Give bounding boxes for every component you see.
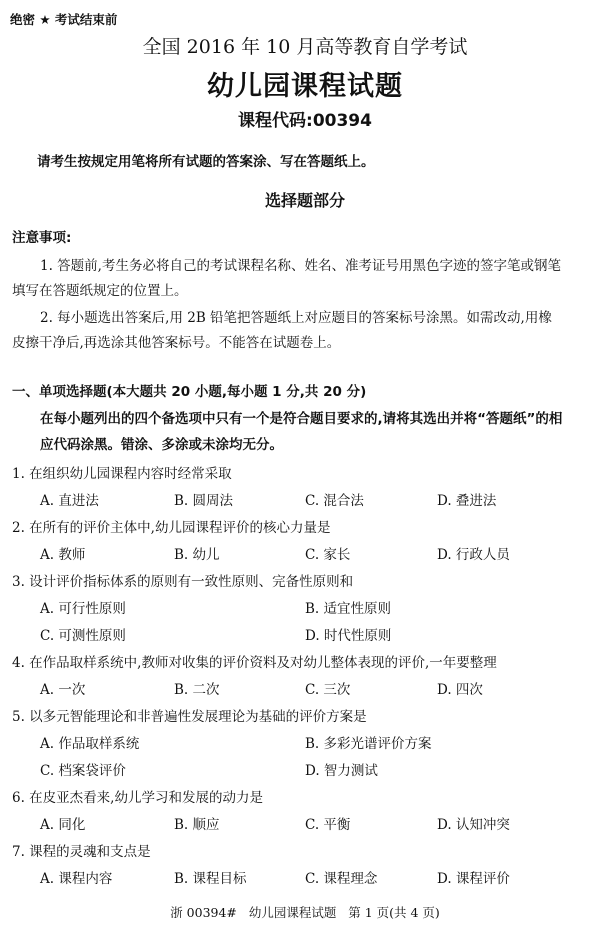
question-5-option-b: B. 多彩光谱评价方案 [305,736,432,752]
part-title: 选择题部分 [264,191,345,210]
note-2-line-2: 皮擦干净后,再选涂其他答案标号。不能答在试题卷上。 [12,335,341,351]
question-3-option-a: A. 可行性原则 [40,601,126,617]
question-4-option-c: C. 三次 [305,682,351,698]
question-6-option-b: B. 顺应 [174,817,220,833]
question-4-stem: 4. 在作品取样系统中,教师对收集的评价资料及对幼儿整体表现的评价,一年要整理 [12,655,497,671]
question-2-stem: 2. 在所有的评价主体中,幼儿园课程评价的核心力量是 [12,520,331,536]
question-6-option-c: C. 平衡 [305,817,351,833]
question-7-stem: 7. 课程的灵魂和支点是 [12,844,151,860]
answer-instruction: 请考生按规定用笔将所有试题的答案涂、写在答题纸上。 [37,154,375,170]
question-2-option-d: D. 行政人员 [437,547,510,563]
section-title: 一、单项选择题(本大题共 20 小题,每小题 1 分,共 20 分) [12,384,367,400]
question-3-option-c: C. 可测性原则 [40,628,126,644]
question-2-option-b: B. 幼儿 [174,547,220,563]
question-3-option-d: D. 时代性原则 [305,628,392,644]
question-5-stem: 5. 以多元智能理论和非普遍性发展理论为基础的评价方案是 [12,709,367,725]
question-7-option-b: B. 课程目标 [174,871,247,887]
paper-title: 幼儿园课程试题 [207,71,403,102]
notes-title: 注意事项: [12,230,72,246]
question-1-option-d: D. 叠进法 [437,493,497,509]
question-7-option-a: A. 课程内容 [40,871,113,887]
question-1-stem: 1. 在组织幼儿园课程内容时经常采取 [12,466,232,482]
question-3-option-b: B. 适宜性原则 [305,601,392,617]
question-4-option-d: D. 四次 [437,682,483,698]
question-5-option-a: A. 作品取样系统 [40,736,140,752]
course-code: 课程代码:00394 [238,111,372,131]
question-7-option-d: D. 课程评价 [437,871,510,887]
question-6-stem: 6. 在皮亚杰看来,幼儿学习和发展的动力是 [12,790,263,806]
question-7-option-c: C. 课程理念 [305,871,378,887]
question-5-option-c: C. 档案袋评价 [40,763,126,779]
question-2-option-c: C. 家长 [305,547,351,563]
question-2-option-a: A. 教师 [40,547,86,563]
question-4-option-b: B. 二次 [174,682,220,698]
question-1-option-b: B. 圆周法 [174,493,234,509]
question-4-option-a: A. 一次 [40,682,86,698]
question-6-option-d: D. 认知冲突 [437,817,510,833]
confidential-label: 绝密 ★ 考试结束前 [10,12,118,27]
question-5-option-d: D. 智力测试 [305,763,378,779]
question-1-option-a: A. 直进法 [40,493,99,509]
exam-title: 全国 2016 年 10 月高等教育自学考试 [142,36,468,58]
question-6-option-a: A. 同化 [40,817,86,833]
note-1-line-1: 1. 答题前,考生务必将自己的考试课程名称、姓名、准考证号用黑色字迹的签字笔或钢笔 [40,258,561,274]
note-2-line-1: 2. 每小题选出答案后,用 2B 铅笔把答题纸上对应题目的答案标号涂黑。如需改动,用橡 [40,310,552,326]
page-footer: 浙 00394# 幼儿园课程试题 第 1 页(共 4 页) [170,905,440,920]
section-desc-line-1: 在每小题列出的四个备选项中只有一个是符合题目要求的,请将其选出并将“答题纸”的相 [40,411,563,427]
section-desc-line-2: 应代码涂黑。错涂、多涂或未涂均无分。 [40,437,283,453]
note-1-line-2: 填写在答题纸规定的位置上。 [12,283,188,299]
question-3-stem: 3. 设计评价指标体系的原则有一致性原则、完备性原则和 [12,574,354,590]
question-1-option-c: C. 混合法 [305,493,364,509]
